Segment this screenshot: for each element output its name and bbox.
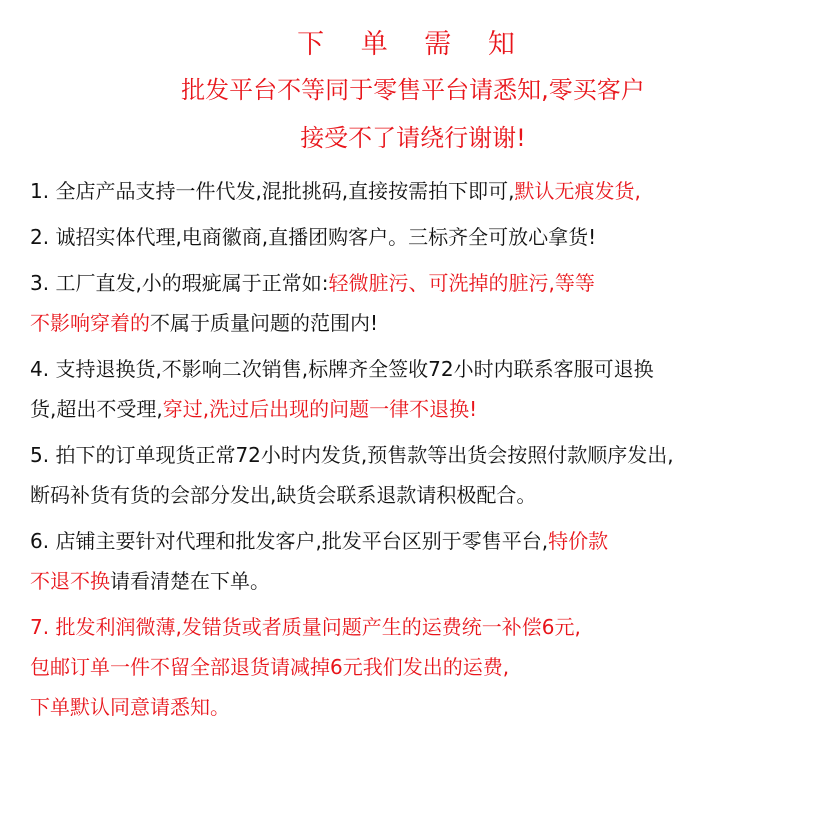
notice-subtitle-line-1: 批发平台不等同于零售平台请悉知,零买客户	[181, 76, 645, 104]
rule-7-line-3: 下单默认同意请悉知。	[30, 695, 230, 719]
rule-6-text-1: 6. 店铺主要针对代理和批发客户,批发平台区别于零售平台,	[30, 529, 549, 553]
rule-6-highlight-2: 不退不换	[30, 569, 110, 593]
rule-3	[30, 270, 796, 336]
notice-title: 下 单 需 知	[297, 29, 529, 60]
rule-4-text-2: 货,超出不受理,	[30, 397, 163, 421]
rule-7-line-2: 包邮订单一件不留全部退货请减掉6元我们发出的运费,	[30, 655, 510, 679]
rule-3-text-1: 3. 工厂直发,小的瑕疵属于正常如:	[30, 271, 329, 295]
rule-7-line-1: 7. 批发利润微薄,发错货或者质量问题产生的运费统一补偿6元,	[30, 615, 581, 639]
rule-6	[30, 528, 796, 594]
rule-1	[30, 178, 796, 204]
rule-4-highlight: 穿过,洗过后出现的问题一律不退换!	[162, 397, 478, 421]
rule-5-text-2: 断码补货有货的会部分发出,缺货会联系退款请积极配合。	[30, 483, 537, 507]
rule-4-text-1: 4. 支持退换货,不影响二次销售,标牌齐全签收72小时内联系客服可退换	[30, 357, 654, 381]
rule-4	[30, 356, 796, 422]
rule-6-highlight-1: 特价款	[548, 529, 609, 553]
rule-2	[30, 224, 796, 250]
rule-2-text: 2. 诚招实体代理,电商徽商,直播团购客户。三标齐全可放心拿货!	[30, 225, 597, 249]
rule-3-highlight-1: 轻微脏污、可洗掉的脏污,等等	[328, 271, 595, 295]
rule-6-text-2: 请看清楚在下单。	[110, 569, 270, 593]
rule-5	[30, 442, 796, 508]
rule-3-highlight-2: 不影响穿着的	[30, 311, 150, 335]
rule-1-highlight: 默认无痕发货,	[514, 179, 641, 203]
rule-1-text: 1. 全店产品支持一件代发,混批挑码,直接按需拍下即可,	[30, 179, 515, 203]
rule-5-text-1: 5. 拍下的订单现货正常72小时内发货,预售款等出货会按照付款顺序发出,	[30, 443, 674, 467]
rules-list	[30, 178, 796, 720]
notice-subtitle-line-2: 接受不了请绕行谢谢!	[300, 124, 526, 152]
rule-7	[30, 614, 796, 720]
rule-3-text-2: 不属于质量问题的范围内!	[150, 311, 379, 335]
